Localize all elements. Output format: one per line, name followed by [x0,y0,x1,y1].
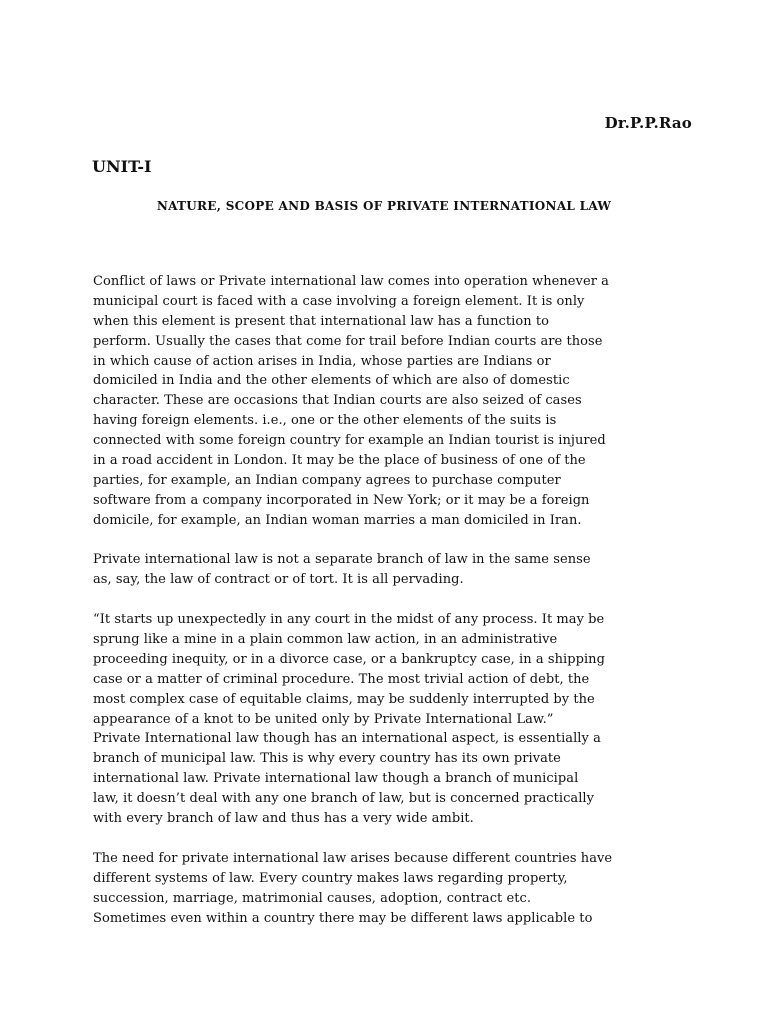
text-line: with every branch of law and thus has a very wide ambit. [93,811,474,827]
paragraph [93,550,681,590]
text-line: branch of municipal law. This is why every country has its own private [93,751,561,767]
text-line: most complex case of equitable claims, may be suddenly interrupted by the [93,691,595,707]
text-line: in which cause of action arises in India, whose parties are Indians or [93,353,551,369]
text-line: case or a matter of criminal procedure. The most trivial action of debt, the [93,671,590,687]
author-name: Dr.P.P.Rao [604,114,692,132]
paragraph [93,272,681,531]
text-line: parties, for example, an Indian company agrees to purchase computer [93,472,561,488]
text-line: proceeding inequity, or in a divorce case, or a bankruptcy case, in a shipping [93,651,605,667]
text-line: “It starts up unexpectedly in any court in the midst of any process. It may be [93,612,605,628]
text-line: connected with some foreign country for example an Indian tourist is injured [93,433,606,449]
text-line: having foreign elements. i.e., one or the other elements of the suits is [93,413,557,429]
text-line: character. These are occasions that Indian courts are also seized of cases [93,393,582,409]
text-line: Conflict of laws or Private international law comes into operation whenever a [93,274,609,289]
paragraph-gap [93,829,681,849]
text-line: in a road accident in London. It may be the place of business of one of the [93,453,586,469]
paragraph-gap [93,590,681,610]
text-line: when this element is present that international law has a function to [93,313,549,329]
text-line: sprung like a mine in a plain common law action, in an administrative [93,632,558,648]
text-line: appearance of a knot to be united only by Private International Law.” [93,711,554,727]
text-line: succession, marriage, matrimonial causes, adoption, contract etc. [93,890,532,906]
text-line: international law. Private international law though a branch of municipal [93,771,579,787]
chapter-title: NATURE, SCOPE AND BASIS OF PRIVATE INTERNATIONAL LAW [156,199,612,213]
text-line: different systems of law. Every country makes laws regarding property, [93,870,568,886]
text-line: perform. Usually the cases that come for trail before Indian courts are those [93,333,603,349]
text-line: Private International law though has an international aspect, is essentially a [93,731,601,747]
paragraph [93,849,681,929]
unit-heading: UNIT-I [92,157,152,176]
text-line: domiciled in India and the other elements of which are also of domestic [93,373,570,389]
text-line: domicile, for example, an Indian woman marries a man domiciled in Iran. [93,512,582,528]
text-line: Sometimes even within a country there may be different laws applicable to [93,910,593,926]
text-line: software from a company incorporated in New York; or it may be a foreign [93,492,590,508]
text-line: The need for private international law arises because different countries have [93,850,613,866]
text-line: municipal court is faced with a case involving a foreign element. It is only [93,293,585,309]
paragraph [93,610,681,829]
text-line: Private international law is not a separate branch of law in the same sense [93,552,591,568]
paragraph-gap [93,531,681,551]
text-line: law, it doesn’t deal with any one branch of law, but is concerned practically [93,791,595,807]
body-text [93,272,681,928]
text-line: as, say, the law of contract or of tort. It is all pervading. [93,572,464,588]
